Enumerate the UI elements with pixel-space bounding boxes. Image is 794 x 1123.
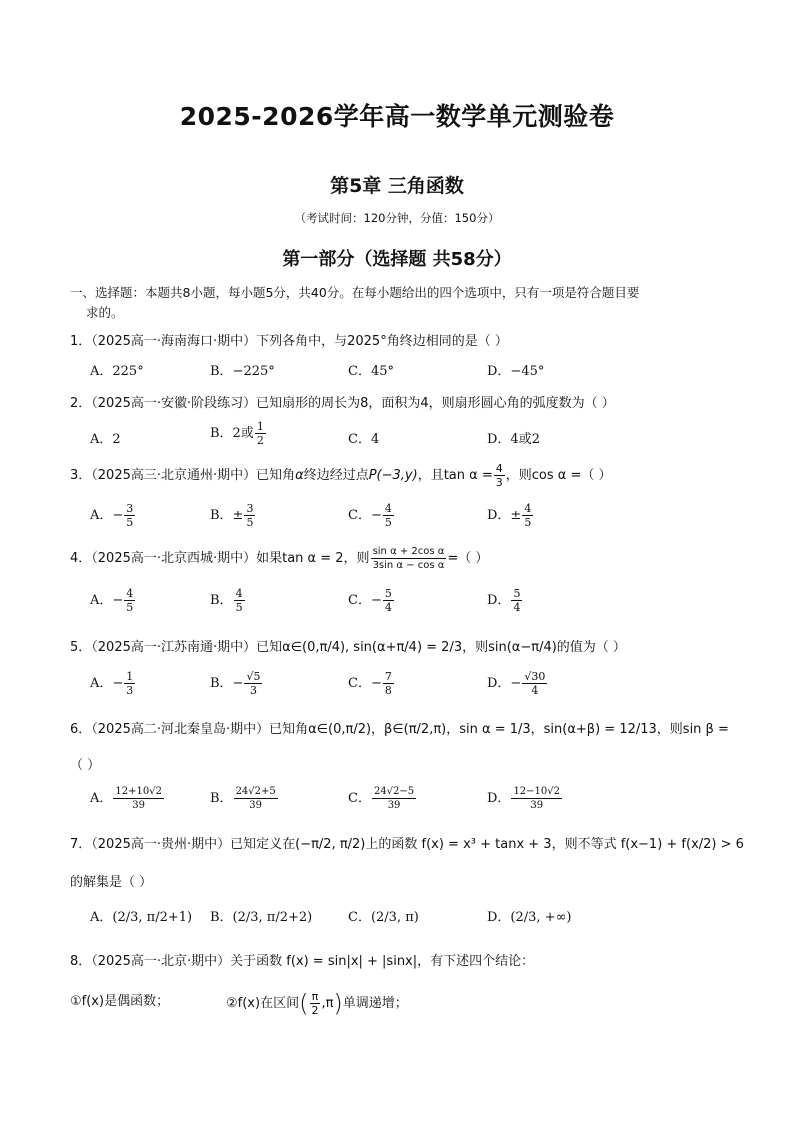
- question-2-option-b: [210, 420, 267, 447]
- instructions-line2: 求的。: [86, 305, 124, 320]
- question-3-stem-a: 3．（2025高三·北京通州·期中）已知角: [70, 468, 296, 483]
- question-2-option-b-num: 1: [256, 420, 264, 433]
- question-6-option-a-prefix: A．: [90, 791, 113, 806]
- question-3-option-c-den: 5: [384, 516, 392, 529]
- question-3-point: P(−3,y): [368, 468, 418, 483]
- question-4-option-b-num: 4: [235, 587, 243, 600]
- question-5-option-a: [90, 670, 136, 697]
- question-4-option-b-den: 5: [235, 601, 243, 614]
- question-1-option-d: D．−45°: [487, 364, 545, 379]
- question-4-option-c: [348, 587, 395, 614]
- question-3-option-b-num: 3: [246, 502, 254, 515]
- question-5-option-d-num: √30: [524, 670, 546, 683]
- question-3-frac-num: 4: [495, 462, 503, 475]
- question-6-option-a-den: 39: [132, 800, 146, 811]
- question-5-option-b-num: √5: [246, 670, 261, 683]
- section-instructions: [70, 283, 730, 323]
- instructions-line1: 一、选择题：本题共8小题，每小题5分，共40分。在每小题给出的四个选项中，只有一项是符合题目要: [70, 285, 640, 300]
- question-6-stem-paren: （ ）: [70, 758, 101, 773]
- question-8-conclusion-1-text: f(x)是偶函数；: [81, 994, 170, 1009]
- question-6-option-c-prefix: C．: [348, 791, 371, 806]
- question-8-conclusion-2: ②f(x)在区间( $\frac{\pi}{2}$ ,π)单调递增；: [226, 989, 408, 1018]
- question-3-option-d-prefix: D．±: [487, 508, 522, 523]
- question-4-option-c-num: 5: [384, 587, 392, 600]
- question-6-option-c: [348, 785, 417, 812]
- question-1-option-c: C．45°: [348, 364, 394, 379]
- question-6-option-a-num: 12+10√2: [115, 786, 162, 797]
- question-3-stem-e: ，且tan α =: [417, 468, 493, 483]
- question-8-conclusion-2-text-b: 单调递增；: [342, 996, 408, 1011]
- question-5-option-b-den: 3: [249, 684, 257, 697]
- question-7-stem: 7．（2025高一·贵州·期中）已知定义在(−π/2, π/2)上的函数 f(x) = x³ + tanx + 3，则不等式 f(x−1) + f(x/2) > 6: [70, 837, 744, 852]
- question-7-option-b: B．(2/3, π/2+2): [210, 910, 313, 925]
- question-6-stem: 6．（2025高二·河北秦皇岛·期中）已知角α∈(0,π/2)，β∈(π/2,π)，sin α = 1/3，sin(α+β) = 12/13，则sin β =: [70, 722, 729, 737]
- question-4-stem: [70, 545, 488, 572]
- question-7-stem-tail: 的解集是（ ）: [70, 875, 153, 890]
- question-3-stem: [70, 462, 611, 489]
- question-4-option-b-prefix: B．: [210, 593, 233, 608]
- question-5-option-c-prefix: C．−: [348, 676, 382, 691]
- question-5-option-b-prefix: B．−: [210, 676, 244, 691]
- question-4-frac-den: 3sin α − cos α: [372, 560, 445, 571]
- question-5-option-d-den: 4: [531, 684, 539, 697]
- question-6-option-a: [90, 785, 165, 812]
- question-2-option-d: D．4或2: [487, 432, 540, 447]
- question-3-frac-den: 3: [495, 476, 503, 489]
- question-2-option-b-den: 2: [256, 434, 264, 447]
- question-2-option-c: C．4: [348, 432, 380, 447]
- question-3-stem-c: 终边经过点: [303, 468, 369, 483]
- question-4-option-a-prefix: A．−: [90, 593, 124, 608]
- question-4-option-a-den: 5: [126, 601, 134, 614]
- question-7-option-d: D．(2/3, +∞): [487, 910, 572, 925]
- question-7-option-a: A．(2/3, π/2+1): [90, 910, 193, 925]
- question-6-option-b-num: 24√2+5: [235, 786, 276, 797]
- question-5-option-d-prefix: D．−: [487, 676, 522, 691]
- question-6-option-b-prefix: B．: [210, 791, 233, 806]
- question-5-option-a-num: 1: [126, 670, 134, 683]
- question-1-option-a: A．225°: [90, 364, 144, 379]
- question-5-option-a-den: 3: [126, 684, 134, 697]
- question-3-option-a: [90, 502, 136, 529]
- question-4-frac-num: sin α + 2cos α: [372, 546, 445, 557]
- question-6-option-c-num: 24√2−5: [373, 786, 415, 797]
- question-3-option-c-prefix: C．−: [348, 508, 382, 523]
- question-6-option-d: [487, 785, 563, 812]
- question-2-option-b-prefix: B．2或: [210, 426, 254, 441]
- question-3-option-a-prefix: A．−: [90, 508, 124, 523]
- question-3-option-d-num: 4: [524, 502, 532, 515]
- question-5-option-a-prefix: A．−: [90, 676, 124, 691]
- question-3-option-d: [487, 502, 534, 529]
- question-3-option-b-den: 5: [246, 516, 254, 529]
- question-4-option-d-prefix: D．: [487, 593, 511, 608]
- question-8-stem: 8．（2025高一·北京·期中）关于函数 f(x) = sin|x| + |sinx|，有下述四个结论：: [70, 954, 535, 969]
- question-6-option-b: [210, 785, 279, 812]
- question-4-stem-b: =（ ）: [447, 551, 489, 566]
- question-4-option-a-num: 4: [126, 587, 134, 600]
- question-3-option-a-num: 3: [126, 502, 134, 515]
- question-3-option-b: [210, 502, 256, 529]
- question-4-option-a: [90, 587, 136, 614]
- question-3-alpha: α: [295, 468, 304, 483]
- page-title: 2025-2026学年高一数学单元测验卷: [179, 102, 615, 131]
- chapter-subtitle: 第5章 三角函数: [330, 175, 464, 197]
- question-6-option-b-den: 39: [249, 800, 263, 811]
- question-8-conclusion-2-text-a: f(x)在区间: [237, 996, 300, 1011]
- question-1-stem: 1．（2025高一·海南海口·期中）下列各角中，与2025°角终边相同的是（ ）: [70, 334, 508, 349]
- question-4-option-b: [210, 587, 246, 614]
- question-4-option-d: [487, 587, 523, 614]
- question-5-option-b: [210, 670, 263, 697]
- question-3-option-b-prefix: B．±: [210, 508, 244, 523]
- part-heading: 第一部分（选择题 共58分）: [282, 249, 512, 270]
- question-5-option-d: [487, 670, 548, 697]
- question-3-option-a-den: 5: [126, 516, 134, 529]
- question-5-stem: 5．（2025高一·江苏南通·期中）已知α∈(0,π/4), sin(α+π/4) = 2/3，则sin(α−π/4)的值为（ ）: [70, 640, 626, 655]
- question-4-option-c-den: 4: [384, 601, 392, 614]
- question-4-option-d-num: 5: [513, 587, 521, 600]
- question-5-option-c: [348, 670, 395, 697]
- question-8-conclusion-2-number: ②: [226, 996, 238, 1011]
- question-3-option-d-den: 5: [524, 516, 532, 529]
- question-4-option-d-den: 4: [513, 601, 521, 614]
- question-2-stem: 2．（2025高一·安徽·阶段练习）已知扇形的周长为8，面积为4，则扇形圆心角的弧度数为（ ）: [70, 396, 615, 411]
- question-6-option-d-num: 12−10√2: [513, 786, 560, 797]
- question-6-option-d-den: 39: [530, 800, 544, 811]
- question-8-conclusion-1: [70, 990, 169, 1009]
- question-6-option-d-prefix: D．: [487, 791, 511, 806]
- question-4-option-c-prefix: C．−: [348, 593, 382, 608]
- exam-info: （考试时间：120分钟，分值：150分）: [294, 211, 500, 225]
- question-8-conclusion-1-number: ①: [70, 994, 82, 1009]
- question-5-option-c-num: 7: [384, 670, 392, 683]
- question-3-option-c-num: 4: [384, 502, 392, 515]
- question-6-option-c-den: 39: [387, 800, 401, 811]
- question-7-option-c: C．(2/3, π): [348, 910, 419, 925]
- question-5-option-c-den: 8: [384, 684, 392, 697]
- question-3-stem-f: ，则cos α =（ ）: [505, 468, 612, 483]
- question-1-option-b: B．−225°: [210, 364, 275, 379]
- question-2-option-a: A．2: [90, 432, 121, 447]
- question-4-stem-a: 4．（2025高一·北京西城·期中）如果tan α = 2，则: [70, 551, 370, 566]
- question-3-option-c: [348, 502, 395, 529]
